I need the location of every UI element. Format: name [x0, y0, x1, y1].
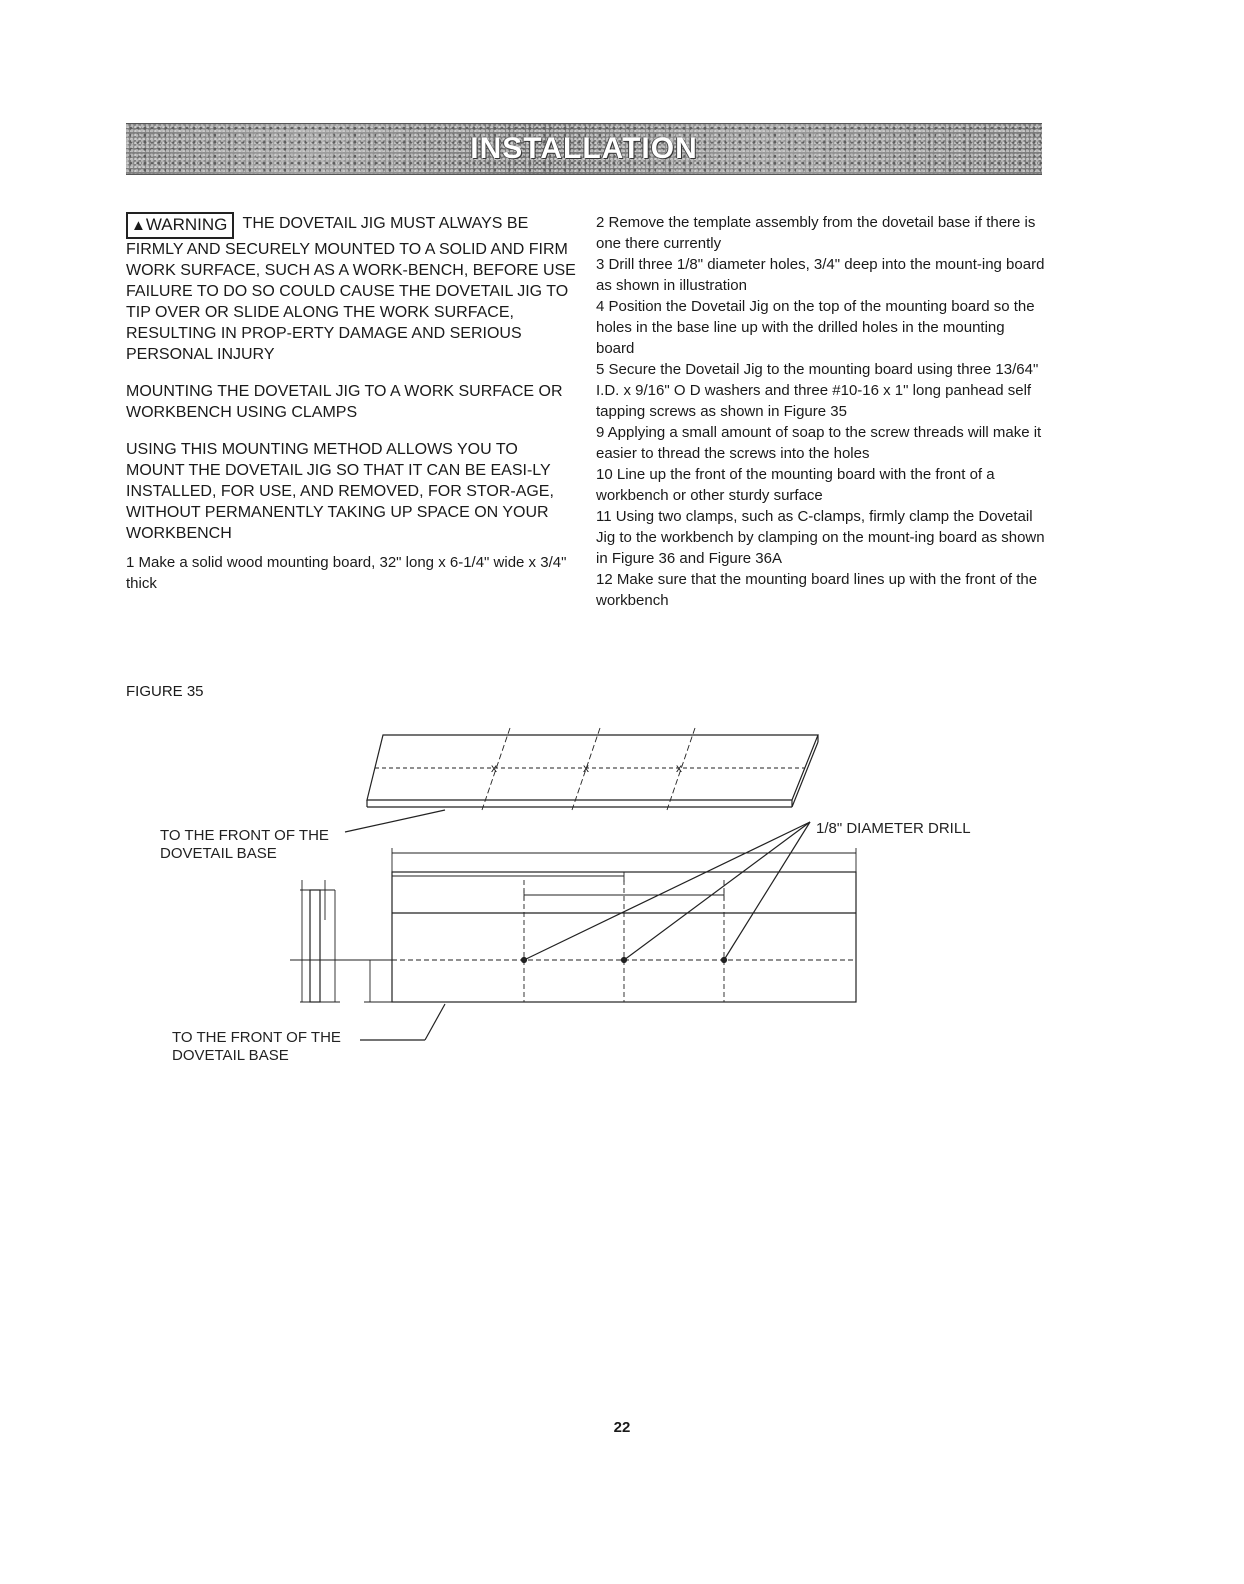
warning-badge-label: WARNING [145, 215, 228, 234]
svg-text:x: x [676, 761, 682, 775]
page-number: 22 [613, 1419, 631, 1436]
warning-paragraph [126, 212, 576, 365]
warning-text: THE DOVETAIL JIG MUST ALWAYS BE FIRMLY AND SECURELY MOUNTED TO A SOLID AND FIRM WORK SURFACE, SUCH AS A WORK-BENCH, BEFORE USE FAILURE TO DO SO COULD CAUSE THE DOVETAIL JIG TO TIP OVER OR SLIDE ALONG THE WORK SURFACE, RESULTING IN PROP-ERTY DAMAGE AND SERIOUS PERSONAL INJURY [126, 215, 576, 363]
board-perspective-drawing [367, 728, 818, 810]
callout-drill: 1/8" DIAMETER DRILL [816, 820, 971, 837]
step-10: 10 Line up the front of the mounting board with the front of a workbench or other sturdy surface [596, 466, 995, 504]
callout-front-bottom-line2: DOVETAIL BASE [172, 1047, 289, 1064]
warning-badge [126, 212, 234, 239]
figure-label: FIGURE 35 [126, 683, 204, 700]
svg-text:x: x [491, 761, 497, 775]
left-column [126, 212, 576, 594]
section-banner [126, 123, 1042, 175]
callout-front-bottom-line1: TO THE FRONT OF THE [172, 1029, 341, 1046]
intro-paragraph: USING THIS MOUNTING METHOD ALLOWS YOU TO MOUNT THE DOVETAIL JIG SO THAT IT CAN BE EASI-LY INSTALLED, FOR USE, AND REMOVED, FOR STOR-AGE, WITHOUT PERMANENTLY TAKING UP SPACE ON YOUR WORKBENCH [126, 441, 554, 542]
step-2: 2 Remove the template assembly from the dovetail base if there is one there currently [596, 214, 1036, 252]
board-top-view [364, 848, 856, 1002]
callout-leader-top [345, 810, 445, 832]
section-title: INSTALLATION [470, 132, 698, 165]
step-3: 3 Drill three 1/8" diameter holes, 3/4" deep into the mount-ing board as shown in illustration [596, 256, 1045, 294]
callout-front-top-line2: DOVETAIL BASE [160, 845, 277, 862]
board-side-profile [290, 880, 380, 1002]
warning-triangle-icon: ▲ [131, 217, 146, 234]
callout-leader-bottom-angle [425, 1004, 445, 1040]
step-4: 4 Position the Dovetail Jig on the top of the mounting board so the holes in the base line up with the drilled holes in the mounting board [596, 298, 1035, 357]
step-1: 1 Make a solid wood mounting board, 32" long x 6-1/4" wide x 3/4" thick [126, 554, 567, 592]
section-heading: MOUNTING THE DOVETAIL JIG TO A WORK SURFACE OR WORKBENCH USING CLAMPS [126, 383, 563, 421]
step-12: 12 Make sure that the mounting board lines up with the front of the workbench [596, 571, 1038, 609]
drill-leader-2 [624, 822, 810, 960]
figure-35-diagram [140, 720, 1040, 1080]
svg-text:x: x [583, 761, 589, 775]
step-5: 5 Secure the Dovetail Jig to the mounting board using three 13/64" I.D. x 9/16" O D washers and three #10-16 x 1" long panhead self tapping screws as shown in Figure 35 [596, 361, 1039, 420]
step-11: 11 Using two clamps, such as C-clamps, firmly clamp the Dovetail Jig to the workbench by clamping on the mount-ing board as shown in Figure 36 and Figure 36A [596, 508, 1045, 567]
callout-front-top-line1: TO THE FRONT OF THE [160, 827, 329, 844]
right-column [596, 212, 1046, 611]
step-9: 9 Applying a small amount of soap to the screw threads will make it easier to thread the screws into the holes [596, 424, 1042, 462]
